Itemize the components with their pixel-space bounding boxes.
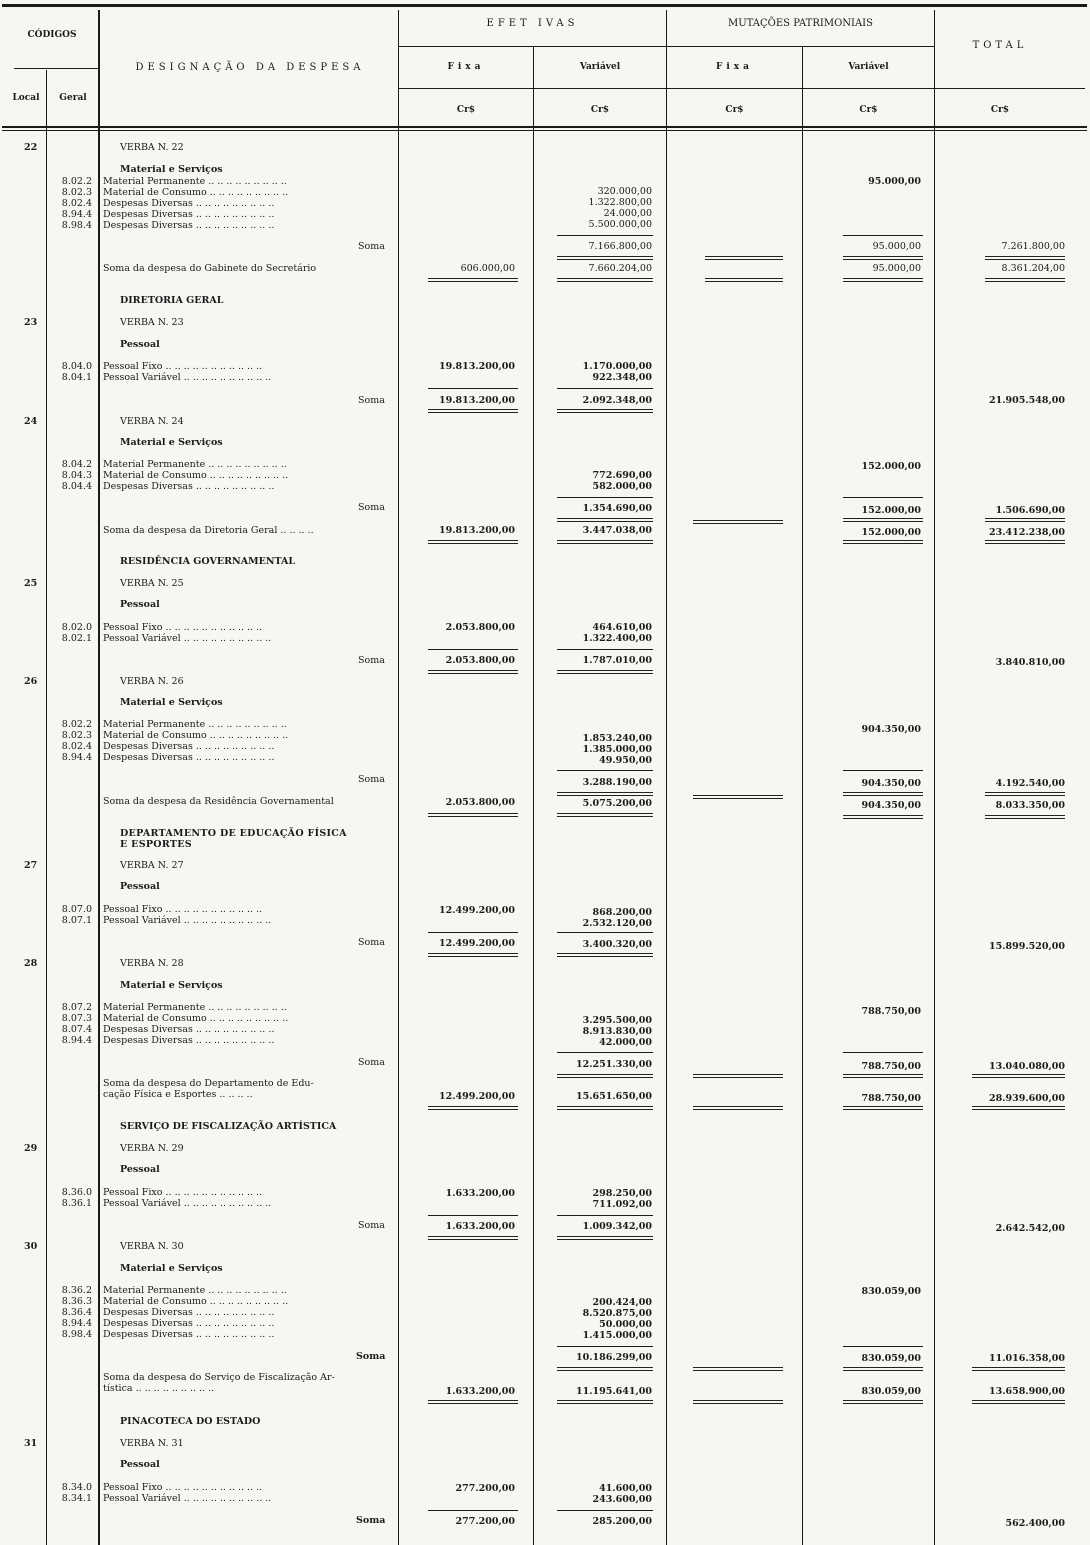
var-23: 1.170.000,00 922.348,00 (582, 361, 652, 383)
header-fixa: Fixa (447, 62, 485, 72)
soma-label-29: Soma (358, 1220, 385, 1231)
soma-fixa-25: 2.053.800,00 (445, 655, 515, 666)
var-31: 41.600,00 243.600,00 (592, 1483, 652, 1505)
items-25: Pessoal Fixo .. .. .. .. .. .. .. .. .. .. .. Pessoal Variável .. .. .. .. .. .. .. .. .. .. (103, 622, 272, 644)
soma-mut-28: 788.750,00 (861, 1061, 921, 1072)
rule-28a (557, 1052, 653, 1053)
dbl-29b (557, 1236, 653, 1240)
soma-total-31: 562.400,00 (1005, 1518, 1065, 1529)
dbl-def-a (428, 1106, 518, 1110)
def-fixa: 12.499.200,00 (438, 1091, 515, 1102)
rule-29a (428, 1215, 518, 1216)
dbl-23a (428, 409, 518, 413)
verba-25: VERBA N. 25 (120, 578, 184, 589)
fixa-29: 1.633.200,00 (445, 1188, 515, 1199)
dg-fixa: 19.813.200,00 (438, 525, 515, 536)
header-codigos: CÓDIGOS (27, 30, 77, 40)
var-29: 298.250,00 711.092,00 (592, 1188, 652, 1210)
sfat-total: 13.658.900,00 (988, 1386, 1065, 1397)
dbl-dg-a (428, 540, 518, 544)
sub-26: Material e Serviços (120, 697, 223, 708)
header-variavel: Variável (579, 62, 621, 72)
dbl-30c (843, 1367, 923, 1371)
var-25: 464.610,00 1.322.400,00 (582, 622, 652, 644)
dbl-rg-c (693, 795, 783, 799)
local-24: 24 (24, 416, 38, 427)
gab-mut: 95.000,00 (872, 263, 921, 274)
rule-29b (557, 1215, 653, 1216)
codes-23: 8.04.0 8.04.1 (61, 361, 92, 383)
dbl-22d (985, 256, 1065, 260)
verba-22: VERBA N. 22 (120, 142, 184, 153)
verba-27: VERBA N. 27 (120, 860, 184, 871)
items-26: Material Permanente .. .. .. .. .. .. .. .. .. Material de Consumo .. .. .. .. .. .. .. .. .. Despesas Diversas .. .. .. .. .. .. .. .. .. Despesas Diversas .. .. .. .. .. .. .. .. .. (103, 719, 289, 763)
gab-var: 7.660.204,00 (588, 263, 652, 274)
dbl-24c (985, 518, 1065, 522)
header-local: Local (12, 93, 40, 103)
soma-var-30: 10.186.299,00 (575, 1352, 652, 1363)
soma-label-30: Soma (356, 1351, 386, 1362)
header-fixa-mut: Fixa (715, 62, 753, 72)
dbl-28a (557, 1074, 653, 1078)
dbl-28c (843, 1074, 923, 1078)
mut-22: 95.000,00 (868, 176, 921, 187)
soma-mut-22: 95.000,00 (872, 241, 921, 252)
section-diretoria-geral: DIRETORIA GERAL (120, 295, 224, 306)
col-rule-desig (398, 10, 399, 1545)
codes-26: 8.02.2 8.02.3 8.02.4 8.94.4 (61, 719, 92, 763)
header-efetivas: EFET IVAS (486, 18, 579, 29)
rule-23a (428, 388, 518, 389)
soma-fixa-29: 1.633.200,00 (445, 1221, 515, 1232)
soma-label-31: Soma (356, 1515, 386, 1526)
soma-mut-24: 152.000,00 (861, 505, 921, 516)
verba-31: VERBA N. 31 (120, 1438, 184, 1449)
items-28: Material Permanente .. .. .. .. .. .. .. .. .. Material de Consumo .. .. .. .. .. .. .. .. .. Despesas Diversas .. .. .. .. .. .. .. .. .. Despesas Diversas .. .. .. .. .. .. .. .. .. (103, 1002, 289, 1046)
dbl-gab-a (428, 278, 518, 282)
soma-total-27: 15.899.520,00 (988, 941, 1065, 952)
dbl-dg-d (843, 540, 923, 544)
soma-total-29: 2.642.542,00 (995, 1223, 1065, 1234)
rg-fixa: 2.053.800,00 (445, 797, 515, 808)
soma-var-31: 285.200,00 (592, 1516, 652, 1527)
def-total: 28.939.600,00 (988, 1093, 1065, 1104)
soma-label-27: Soma (358, 937, 385, 948)
dg-var: 3.447.038,00 (582, 525, 652, 536)
soma-var-28: 12.251.330,00 (575, 1059, 652, 1070)
sub-27: Pessoal (120, 881, 160, 892)
header-bottom-rule-2 (2, 130, 1087, 131)
fixa-25: 2.053.800,00 (445, 622, 515, 633)
rule-26b (843, 770, 923, 771)
rg-label: Soma da despesa da Residência Governamental (103, 796, 334, 807)
def-label: Soma da despesa do Departamento de Edu- cação Física e Esportes .. .. .. .. (103, 1078, 314, 1100)
dg-label: Soma da despesa da Diretoria Geral .. .. .. .. (103, 525, 314, 536)
sub-24: Material e Serviços (120, 437, 223, 448)
header-bottom-rule (2, 126, 1087, 128)
dbl-23b (557, 409, 653, 413)
dg-mut: 152.000,00 (861, 527, 921, 538)
soma-mut-30: 830.059,00 (861, 1353, 921, 1364)
soma-fixa-31: 277.200,00 (455, 1516, 515, 1527)
dbl-25a (428, 670, 518, 674)
local-26: 26 (24, 676, 38, 687)
dbl-22a (557, 256, 653, 260)
soma-total-24: 1.506.690,00 (995, 505, 1065, 516)
verba-24: VERBA N. 24 (120, 416, 184, 427)
codes-28: 8.07.2 8.07.3 8.07.4 8.94.4 (61, 1002, 92, 1046)
soma-total-25: 3.840.810,00 (995, 657, 1065, 668)
local-25: 25 (24, 578, 38, 589)
sfat-mut: 830.059,00 (861, 1386, 921, 1397)
section-pinacoteca: PINACOTECA DO ESTADO (120, 1416, 261, 1427)
items-31: Pessoal Fixo .. .. .. .. .. .. .. .. .. .. .. Pessoal Variável .. .. .. .. .. .. .. .. .. .. (103, 1482, 272, 1504)
dbl-30a (557, 1367, 653, 1371)
mut-26: 904.350,00 (861, 724, 921, 735)
dbl-sfat-c (693, 1400, 783, 1404)
verba-30: VERBA N. 30 (120, 1241, 184, 1252)
soma-var-24: 1.354.690,00 (582, 503, 652, 514)
sub-28: Material e Serviços (120, 980, 223, 991)
codes-27: 8.07.0 8.07.1 (61, 904, 92, 926)
section-fiscalizacao: SERVIÇO DE FISCALIZAÇÃO ARTÍSTICA (120, 1121, 337, 1132)
soma-var-29: 1.009.342,00 (582, 1221, 652, 1232)
verba-28: VERBA N. 28 (120, 958, 184, 969)
rule-22a (557, 235, 653, 236)
soma-total-26: 4.192.540,00 (995, 778, 1065, 789)
dbl-sfat-a (428, 1400, 518, 1404)
rule-30b (843, 1346, 923, 1347)
fixa-23: 19.813.200,00 (438, 361, 515, 372)
verba-23: VERBA N. 23 (120, 317, 184, 328)
soma-total-22: 7.261.800,00 (1001, 241, 1065, 252)
local-23: 23 (24, 317, 38, 328)
gab-label: Soma da despesa do Gabinete do Secretário (103, 263, 317, 274)
rule-27a (428, 932, 518, 933)
hdr-rule-fixa (399, 88, 1085, 89)
soma-label-22: Soma (358, 241, 385, 252)
items-23: Pessoal Fixo .. .. .. .. .. .. .. .. .. .. .. Pessoal Variável .. .. .. .. .. .. .. .. .. .. (103, 361, 272, 383)
dbl-rg-a (428, 813, 518, 817)
currency-total: Cr$ (990, 105, 1010, 115)
soma-label-25: Soma (358, 655, 385, 666)
dbl-sfat-b (557, 1400, 653, 1404)
dbl-def-b (557, 1106, 653, 1110)
dbl-27a (428, 953, 518, 957)
dbl-26b (843, 792, 923, 796)
items-22: Material Permanente .. .. .. .. .. .. .. .. .. Material de Consumo .. .. .. .. .. .. .. .. .. Despesas Diversas .. .. .. .. .. .. .. .. .. Despesas Diversas .. .. .. .. .. .. .. .. .. Despesas Diversas .. .. .. .. .. .. .. .. .. (103, 176, 289, 231)
rule-24b (843, 497, 923, 498)
fixa-27: 12.499.200,00 (438, 905, 515, 916)
dbl-def-e (972, 1106, 1065, 1110)
sub-30: Material e Serviços (120, 1263, 223, 1274)
local-22: 22 (24, 142, 38, 153)
var-30: 200.424,00 8.520.875,00 50.000,00 1.415.000,00 (582, 1297, 652, 1341)
sfat-label: Soma da despesa do Serviço de Fiscalização Ar- tística .. .. .. .. .. .. .. .. .. (103, 1372, 335, 1394)
dbl-30b (693, 1367, 783, 1371)
soma-fixa-23: 19.813.200,00 (438, 395, 515, 406)
hdr-rule-codes (14, 68, 98, 69)
dbl-24a (557, 518, 653, 522)
codes-30: 8.36.2 8.36.3 8.36.4 8.94.4 8.98.4 (61, 1285, 92, 1340)
dbl-gab-d (843, 278, 923, 282)
currency-mfixa: Cr$ (725, 105, 744, 115)
var-26: 1.853.240,00 1.385.000,00 49.950,00 (582, 733, 652, 766)
dbl-gab-e (985, 278, 1065, 282)
section-educacao-fisica: DEPARTAMENTO DE EDUCAÇÃO FÍSICA E ESPORTES (120, 828, 347, 850)
codes-29: 8.36.0 8.36.1 (61, 1187, 92, 1209)
local-30: 30 (24, 1241, 38, 1252)
dbl-def-c (693, 1106, 783, 1110)
col-rule-codes (98, 10, 100, 1545)
rule-24a (557, 497, 653, 498)
mut-30: 830.059,00 (861, 1286, 921, 1297)
soma-mut-26: 904.350,00 (861, 778, 921, 789)
soma-total-28: 13.040.080,00 (988, 1061, 1065, 1072)
dbl-24b (843, 518, 923, 522)
soma-var-23: 2.092.348,00 (582, 395, 652, 406)
dbl-25b (557, 670, 653, 674)
sfat-fixa: 1.633.200,00 (445, 1386, 515, 1397)
rule-22b (843, 235, 923, 236)
dg-total: 23.412.238,00 (988, 527, 1065, 538)
header-mutacoes: MUTAÇÕES PATRIMONIAIS (728, 18, 873, 29)
soma-label-23: Soma (358, 395, 385, 406)
rg-total: 8.033.350,00 (995, 800, 1065, 811)
rule-31b (557, 1510, 653, 1511)
dbl-dg-c (693, 520, 783, 524)
dbl-28b (693, 1074, 783, 1078)
dbl-rg-e (985, 815, 1065, 819)
soma-fixa-27: 12.499.200,00 (438, 938, 515, 949)
soma-var-26: 3.288.190,00 (582, 777, 652, 788)
var-24: 772.690,00 582.000,00 (592, 470, 652, 492)
rule-30a (557, 1346, 653, 1347)
dbl-22b (705, 256, 783, 260)
var-27: 868.200,00 2.532.120,00 (582, 907, 652, 929)
soma-label-26: Soma (358, 774, 385, 785)
soma-total-30: 11.016.358,00 (988, 1353, 1065, 1364)
items-24: Material Permanente .. .. .. .. .. .. .. .. .. Material de Consumo .. .. .. .. .. .. .. .. .. Despesas Diversas .. .. .. .. .. .. .. .. .. (103, 459, 289, 492)
dbl-gab-c (705, 278, 783, 282)
items-27: Pessoal Fixo .. .. .. .. .. .. .. .. .. .. .. Pessoal Variável .. .. .. .. .. .. .. .. .. .. (103, 904, 272, 926)
codes-22: 8.02.2 8.02.3 8.02.4 8.94.4 8.98.4 (61, 176, 92, 231)
currency-fixa: Cr$ (456, 105, 476, 115)
gab-total: 8.361.204,00 (1001, 263, 1065, 274)
dbl-26a (557, 792, 653, 796)
rg-mut: 904.350,00 (861, 800, 921, 811)
header-variavel-mut: Variável (848, 62, 889, 72)
header-total: TOTAL (972, 40, 1028, 51)
rule-25a (428, 649, 518, 650)
dbl-22c (843, 256, 923, 260)
soma-var-27: 3.400.320,00 (582, 939, 652, 950)
rule-27b (557, 932, 653, 933)
fixa-31: 277.200,00 (455, 1483, 515, 1494)
rule-28b (843, 1052, 923, 1053)
soma-total-23: 21.905.548,00 (988, 395, 1065, 406)
dbl-30d (972, 1367, 1065, 1371)
sub-25: Pessoal (120, 599, 160, 610)
dbl-dg-b (557, 540, 653, 544)
top-rule (2, 4, 1087, 7)
var-22: 320.000,00 1.322.800,00 24.000,00 5.500.000,00 (588, 186, 652, 230)
dbl-sfat-e (972, 1400, 1065, 1404)
currency-mvar: Cr$ (859, 105, 878, 115)
mut-24: 152.000,00 (861, 461, 921, 472)
def-mut: 788.750,00 (861, 1093, 921, 1104)
local-31: 31 (24, 1438, 38, 1449)
section-residencia: RESIDÊNCIA GOVERNAMENTAL (120, 556, 296, 567)
col-rule-local (46, 70, 47, 1545)
rule-25b (557, 649, 653, 650)
sub-31: Pessoal (120, 1459, 160, 1470)
dbl-dg-e (985, 540, 1065, 544)
col-rule-var (666, 10, 667, 1545)
soma-label-24: Soma (358, 502, 385, 513)
header-geral: Geral (59, 93, 87, 103)
dbl-gab-b (557, 278, 653, 282)
codes-24: 8.04.2 8.04.3 8.04.4 (61, 459, 92, 492)
local-27: 27 (24, 860, 38, 871)
soma-var-25: 1.787.010,00 (582, 655, 652, 666)
dbl-rg-b (557, 813, 653, 817)
dbl-26c (985, 792, 1065, 796)
sub-23: Pessoal (120, 339, 160, 350)
soma-var-22: 7.166.800,00 (588, 241, 652, 252)
sfat-var: 11.195.641,00 (575, 1386, 652, 1397)
def-var: 15.651.650,00 (575, 1091, 652, 1102)
dbl-27b (557, 953, 653, 957)
sub-29: Pessoal (120, 1164, 160, 1175)
dbl-def-d (843, 1106, 923, 1110)
codes-25: 8.02.0 8.02.1 (61, 622, 92, 644)
codes-31: 8.34.0 8.34.1 (61, 1482, 92, 1504)
rule-23b (557, 388, 653, 389)
hdr-rule-efetivas (399, 46, 934, 47)
currency-var: Cr$ (590, 105, 610, 115)
verba-29: VERBA N. 29 (120, 1143, 184, 1154)
items-30: Material Permanente .. .. .. .. .. .. .. .. .. Material de Consumo .. .. .. .. .. .. .. .. .. Despesas Diversas .. .. .. .. .. .. .. .. .. Despesas Diversas .. .. .. .. .. .. .. .. .. Despesas Diversas .. .. .. .. .. .. .. .. .. (103, 1285, 289, 1340)
rule-26a (557, 770, 653, 771)
dbl-29a (428, 1236, 518, 1240)
rule-31a (428, 1510, 518, 1511)
sub-22: Material e Serviços (120, 164, 223, 175)
dbl-rg-d (843, 815, 923, 819)
dbl-28d (972, 1074, 1065, 1078)
items-29: Pessoal Fixo .. .. .. .. .. .. .. .. .. .. .. Pessoal Variável .. .. .. .. .. .. .. .. .. .. (103, 1187, 272, 1209)
dbl-sfat-d (843, 1400, 923, 1404)
header-designacao: DESIGNAÇÃO DA DESPESA (135, 62, 365, 73)
local-29: 29 (24, 1143, 38, 1154)
verba-26: VERBA N. 26 (120, 676, 184, 687)
soma-label-28: Soma (358, 1057, 385, 1068)
rg-var: 5.075.200,00 (582, 798, 652, 809)
var-28: 3.295.500,00 8.913.830,00 42.000,00 (582, 1015, 652, 1048)
gab-fixa: 606.000,00 (460, 263, 515, 274)
mut-28: 788.750,00 (861, 1006, 921, 1017)
local-28: 28 (24, 958, 38, 969)
